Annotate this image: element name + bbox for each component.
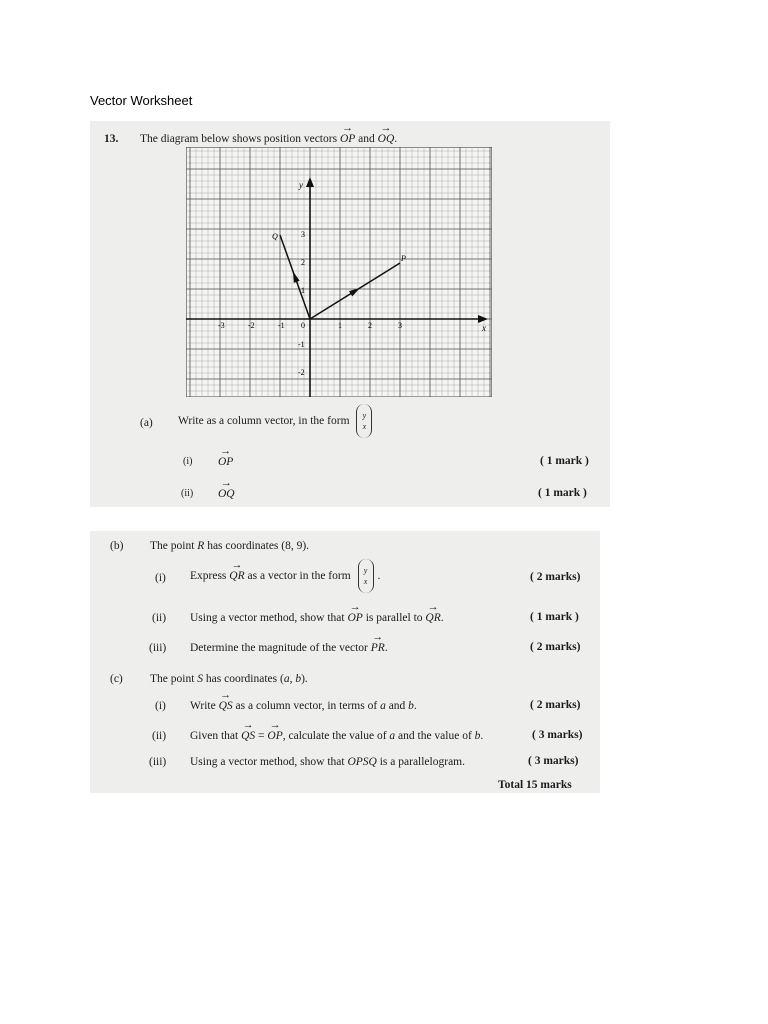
text: Determine the magnitude of the vector — [190, 642, 368, 654]
part-c-ii-marks: ( 3 marks) — [532, 729, 583, 741]
var-a: a — [283, 673, 290, 685]
intro-text: The diagram below shows position vectors — [140, 133, 338, 145]
period: . — [413, 700, 417, 712]
vector-oq: → OQ — [378, 134, 395, 146]
text: The point — [150, 540, 195, 552]
part-a-label: (a) — [140, 417, 153, 429]
part-a-text: Write as a column vector, in the form — [178, 415, 350, 427]
part-b-label: (b) — [110, 540, 124, 552]
col-x: x — [363, 577, 368, 587]
and-text: and — [358, 133, 375, 145]
text: and — [388, 700, 406, 712]
part-c-ii-text — [190, 731, 483, 743]
shape-opsq: OPSQ — [347, 756, 377, 768]
part-b-intro — [150, 541, 309, 553]
question-number: 13. — [104, 133, 119, 145]
vector-qr-b: → QR — [425, 613, 440, 625]
vector-op-b: → OP — [347, 613, 362, 625]
col-y: y — [363, 566, 368, 576]
col-x: x — [362, 422, 367, 432]
point-q-label: Q — [272, 232, 278, 241]
vector-qr: → QR — [229, 559, 244, 593]
text: Using a vector method, show that — [190, 612, 345, 624]
part-a-i-marks: ( 1 mark ) — [540, 455, 589, 467]
y-tick-2: 2 — [301, 258, 305, 267]
part-a-i-vector — [218, 457, 233, 469]
part-b-ii-marks: ( 1 mark ) — [530, 611, 579, 623]
x-tick-neg2: -2 — [248, 321, 255, 330]
part-b-i-text — [190, 559, 380, 593]
part-a-ii-marks: ( 1 mark ) — [538, 487, 587, 499]
part-b-iii-num: (iii) — [149, 642, 167, 654]
part-b-i-num: (i) — [155, 572, 166, 584]
part-a-prompt — [178, 404, 376, 438]
period: . — [440, 612, 444, 624]
var-b: b — [474, 730, 481, 742]
x-tick-1: 1 — [338, 321, 342, 330]
var-a: a — [380, 700, 386, 712]
part-a-ii-vector — [218, 489, 235, 501]
text: has coordinates (8, 9). — [207, 540, 310, 552]
y-axis-label: y — [299, 180, 303, 190]
x-tick-neg1: -1 — [278, 321, 285, 330]
vector-qs: → QS — [219, 701, 233, 713]
text: Given that — [190, 730, 239, 742]
var-a: a — [389, 730, 396, 742]
part-b-iii-marks: ( 2 marks) — [530, 641, 581, 653]
x-tick-2: 2 — [368, 321, 372, 330]
part-c-i-text — [190, 701, 417, 713]
part-c-ii-num: (ii) — [152, 730, 167, 742]
total-marks: Total 15 marks — [498, 779, 572, 791]
text: , — [289, 673, 296, 685]
text: is a parallelogram. — [379, 756, 465, 768]
point-p-label: P — [401, 254, 406, 263]
part-b-ii-text — [190, 613, 444, 625]
part-b-i-marks: ( 2 marks) — [530, 571, 581, 583]
question-intro — [140, 134, 397, 146]
x-tick-3: 3 — [398, 321, 402, 330]
part-c-i-marks: ( 2 marks) — [530, 699, 581, 711]
vector-qs-c: → QS — [241, 731, 255, 743]
text: , calculate the value of — [282, 730, 387, 742]
col-y: y — [362, 411, 367, 421]
var-b: b — [295, 673, 302, 685]
x-tick-neg3: -3 — [218, 321, 225, 330]
text: Using a vector method, show that — [190, 756, 345, 768]
part-c-iii-text — [190, 757, 465, 769]
text: The point — [150, 673, 195, 685]
text: Write — [190, 700, 216, 712]
part-c-label: (c) — [110, 673, 123, 685]
var-b: b — [408, 700, 414, 712]
y-tick-neg1: -1 — [298, 340, 305, 349]
text: is parallel to — [365, 612, 423, 624]
part-c-intro — [150, 674, 308, 686]
text: and the value of — [398, 730, 472, 742]
period: . — [384, 642, 388, 654]
equals: = — [258, 730, 265, 742]
point-r: R — [197, 540, 205, 552]
point-s: S — [197, 673, 204, 685]
vector-op-c: → OP — [267, 731, 282, 743]
vector-oq-a: → OQ — [218, 489, 235, 501]
x-tick-0: 0 — [301, 321, 305, 330]
part-b-iii-text — [190, 643, 388, 655]
period: . — [377, 570, 381, 582]
period: . — [394, 133, 398, 145]
y-tick-3: 3 — [301, 230, 305, 239]
part-a-ii-num: (ii) — [181, 488, 194, 499]
part-c-iii-marks: ( 3 marks) — [528, 755, 579, 767]
y-tick-1: 1 — [301, 286, 305, 295]
text: ). — [301, 673, 308, 685]
part-c-iii-num: (iii) — [149, 756, 167, 768]
text: as a vector in the form — [247, 570, 351, 582]
vector-pr: → PR — [371, 643, 385, 655]
part-b-ii-num: (ii) — [152, 612, 167, 624]
part-a-i-num: (i) — [183, 456, 193, 467]
period: . — [480, 730, 484, 742]
column-vector-form — [358, 559, 374, 593]
document-title: Vector Worksheet — [90, 93, 193, 108]
vector-op: → OP — [340, 134, 355, 146]
text: has coordinates ( — [205, 673, 284, 685]
text: Express — [190, 570, 227, 582]
vector-op-a: → OP — [218, 457, 233, 469]
text: as a column vector, in terms of — [235, 700, 378, 712]
y-tick-neg2: -2 — [298, 368, 305, 377]
x-axis-label: x — [482, 323, 486, 333]
vector-graph — [186, 147, 492, 397]
column-vector-form — [356, 404, 372, 438]
part-c-i-num: (i) — [155, 700, 166, 712]
